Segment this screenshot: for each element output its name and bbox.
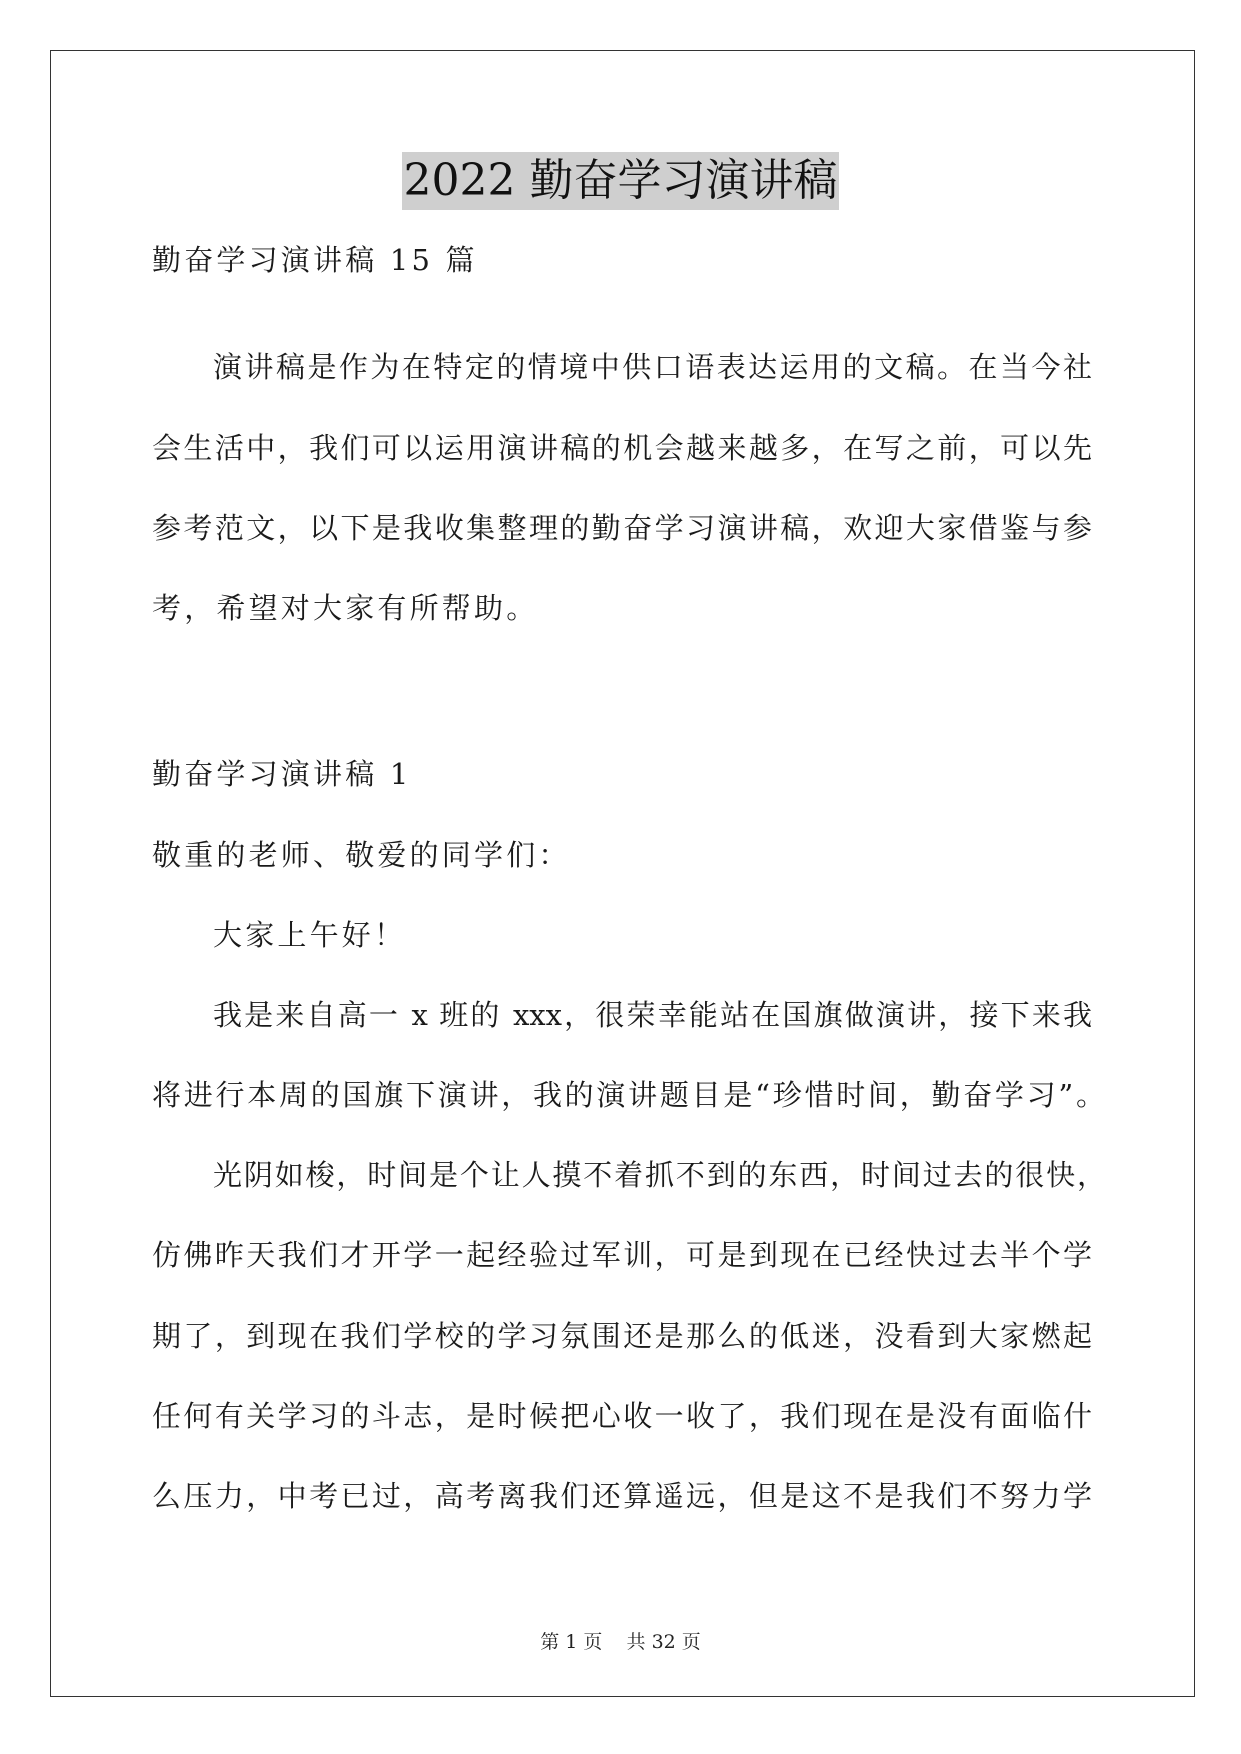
body-line: 演讲稿是作为在特定的情境中供口语表达运用的文稿。在当今社 bbox=[213, 350, 1092, 384]
body-line: 考，希望对大家有所帮助。 bbox=[152, 591, 539, 625]
body-line: 将进行本周的国旗下演讲，我的演讲题目是“珍惜时间，勤奋学习”。 bbox=[152, 1078, 1105, 1112]
body-line: 期了，到现在我们学校的学习氛围还是那么的低迷，没看到大家燃起 bbox=[152, 1319, 1092, 1353]
body-line: 么压力，中考已过，高考离我们还算遥远，但是这不是我们不努力学 bbox=[152, 1479, 1092, 1513]
title-container bbox=[0, 152, 1241, 210]
section-heading: 勤奋学习演讲稿 1 bbox=[152, 757, 412, 791]
body-line: 会生活中，我们可以运用演讲稿的机会越来越多，在写之前，可以先 bbox=[152, 431, 1092, 465]
body-line: 我是来自高一 x 班的 xxx，很荣幸能站在国旗做演讲，接下来我 bbox=[213, 998, 1092, 1032]
body-line: 仿佛昨天我们才开学一起经验过军训，可是到现在已经快过去半个学 bbox=[152, 1238, 1092, 1272]
salutation: 敬重的老师、敬爱的同学们： bbox=[152, 838, 571, 872]
page-total: 共 32 页 bbox=[626, 1631, 701, 1653]
greeting: 大家上午好！ bbox=[213, 918, 407, 952]
document-title: 2022 勤奋学习演讲稿 bbox=[402, 152, 840, 210]
page-border bbox=[50, 50, 1195, 1697]
body-line: 任何有关学习的斗志，是时候把心收一收了，我们现在是没有面临什 bbox=[152, 1399, 1092, 1433]
body-line: 参考范文，以下是我收集整理的勤奋学习演讲稿，欢迎大家借鉴与参 bbox=[152, 511, 1092, 545]
body-line: 光阴如梭，时间是个让人摸不着抓不到的东西，时间过去的很快， bbox=[213, 1158, 1106, 1192]
page-footer bbox=[0, 1630, 1241, 1654]
subtitle: 勤奋学习演讲稿 15 篇 bbox=[152, 243, 478, 277]
page-number: 第 1 页 bbox=[540, 1631, 603, 1653]
